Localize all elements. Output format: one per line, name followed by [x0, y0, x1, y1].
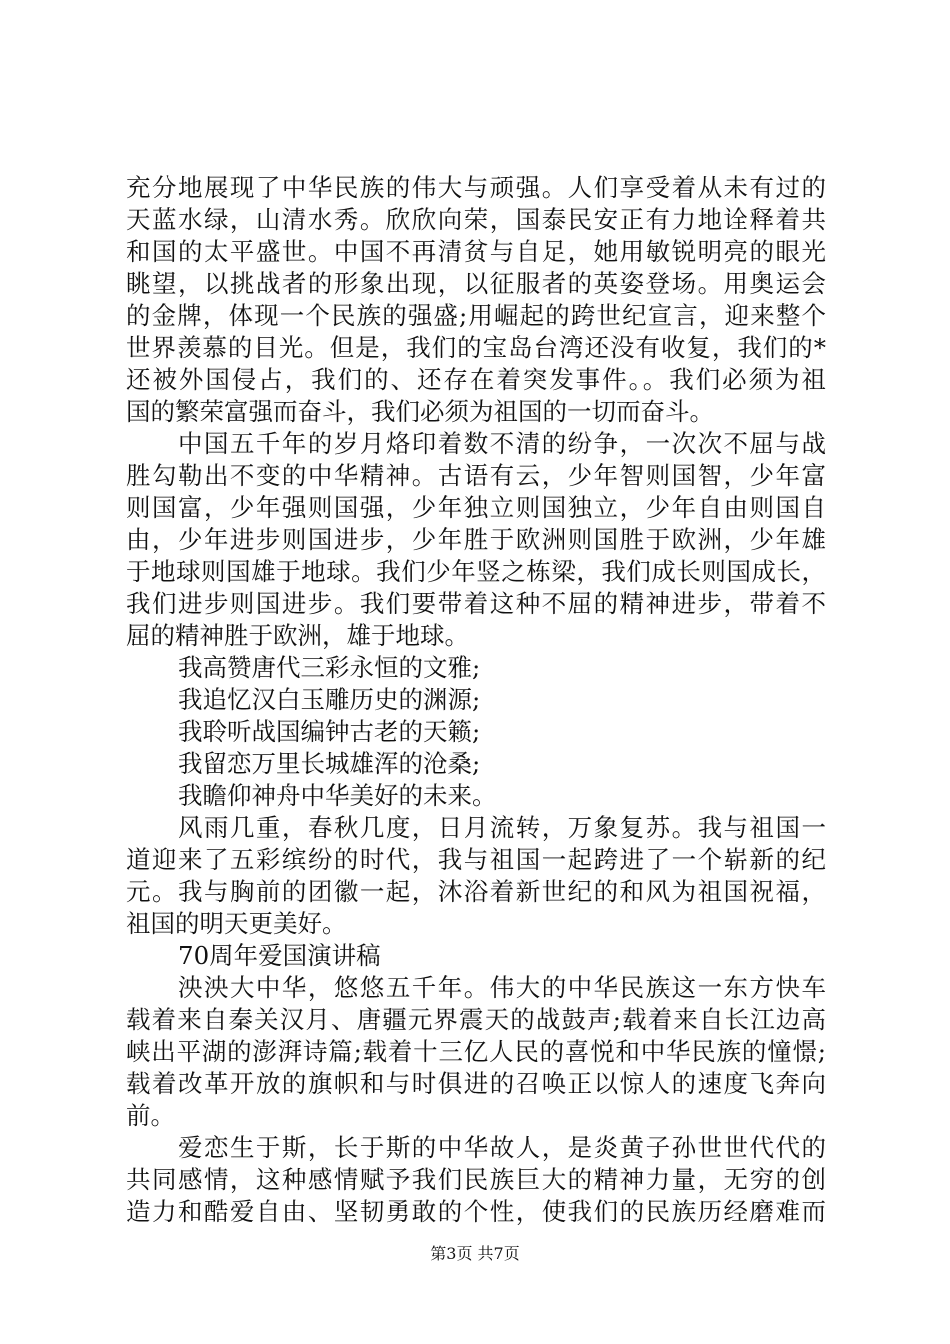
text-line: 和国的太平盛世。中国不再清贫与自足，她用敏锐明亮的眼光: [126, 237, 826, 266]
text-line: 则国富，少年强则国强，少年独立则国独立，少年自由则国自: [126, 493, 826, 522]
text-line: 天蓝水绿，山清水秀。欣欣向荣，国泰民安正有力地诠释着共: [126, 205, 826, 234]
text-line: 爱恋生于斯，长于斯的中华故人，是炎黄子孙世世代代的: [178, 1133, 826, 1162]
text-line: 祖国的明天更美好。: [126, 909, 347, 938]
text-line: 70周年爱国演讲稿: [178, 941, 381, 970]
text-line: 充分地展现了中华民族的伟大与顽强。人们享受着从未有过的: [126, 173, 826, 202]
text-line: 造力和酷爱自由、坚韧勇敢的个性，使我们的民族历经磨难而: [126, 1197, 826, 1226]
text-line: 我留恋万里长城雄浑的沧桑;: [178, 749, 481, 778]
text-line: 峡出平湖的澎湃诗篇;载着十三亿人民的喜悦和中华民族的憧憬;: [126, 1037, 826, 1066]
text-line: 道迎来了五彩缤纷的时代，我与祖国一起跨进了一个崭新的纪: [126, 845, 826, 874]
text-line: 泱泱大中华，悠悠五千年。伟大的中华民族这一东方快车: [178, 973, 826, 1002]
document-body: [126, 172, 826, 1228]
text-line: 载着来自秦关汉月、唐疆元界震天的战鼓声;载着来自长江边高: [126, 1005, 826, 1034]
text-line: 共同感情，这种感情赋予我们民族巨大的精神力量，无穷的创: [126, 1165, 826, 1194]
text-line: 前。: [126, 1101, 175, 1130]
text-line: 的金牌，体现一个民族的强盛;用崛起的跨世纪宣言，迎来整个: [126, 301, 826, 330]
text-line: 于地球则国雄于地球。我们少年竖之栋梁，我们成长则国成长，: [126, 557, 826, 586]
text-line: 我高赞唐代三彩永恒的文雅;: [178, 653, 481, 682]
text-line: 我们进步则国进步。我们要带着这种不屈的精神进步，带着不: [126, 589, 826, 618]
text-line: 由，少年进步则国进步，少年胜于欧洲则国胜于欧洲，少年雄: [126, 525, 826, 554]
text-line: 风雨几重，春秋几度，日月流转，万象复苏。我与祖国一: [178, 813, 826, 842]
text-line: 我追忆汉白玉雕历史的渊源;: [178, 685, 481, 714]
text-line: 我聆听战国编钟古老的天籁;: [178, 717, 481, 746]
text-line: 我瞻仰神舟中华美好的未来。: [178, 781, 497, 810]
page-footer: 第3页 共7页: [430, 1244, 520, 1263]
text-line: 元。我与胸前的团徽一起，沐浴着新世纪的和风为祖国祝福，: [126, 877, 826, 906]
text-line: 眺望，以挑战者的形象出现，以征服者的英姿登场。用奥运会: [126, 269, 826, 298]
text-line: 还被外国侵占，我们的、还存在着突发事件。。我们必须为祖: [126, 365, 826, 394]
text-line: 国的繁荣富强而奋斗，我们必须为祖国的一切而奋斗。: [126, 397, 714, 426]
text-line: 中国五千年的岁月烙印着数不清的纷争，一次次不屈与战: [178, 429, 826, 458]
text-line: 屈的精神胜于欧洲，雄于地球。: [126, 621, 469, 650]
text-line: 载着改革开放的旗帜和与时俱进的召唤正以惊人的速度飞奔向: [126, 1069, 826, 1098]
text-line: 胜勾勒出不变的中华精神。古语有云，少年智则国智，少年富: [126, 461, 826, 490]
text-line: 世界羡慕的目光。但是，我们的宝岛台湾还没有收复，我们的*: [126, 333, 826, 362]
